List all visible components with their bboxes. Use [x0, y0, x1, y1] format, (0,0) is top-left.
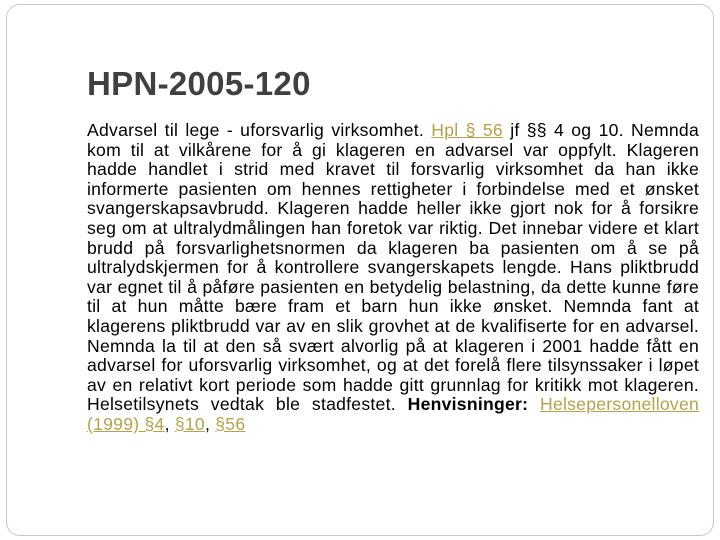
- case-summary-paragraph: [87, 121, 699, 435]
- section-10-link[interactable]: §10: [174, 413, 205, 434]
- separator-1: ,: [164, 413, 175, 434]
- slide-title: HPN-2005-120: [87, 65, 311, 102]
- main-text: jf §§ 4 og 10. Nemnda kom til at vilkårene for å gi klageren en advarsel var oppfylt. Klageren hadde handlet i strid med kravet til forsvarlig virksomhet da han ikke informerte pasienten om hennes rettigheter i forbindelse med et ønsket svangerskapsavbrudd. Klageren hadde heller ikke gjort nok for å forsikre seg om at ultralydmålingen han foretok var riktig. Det innebar videre et klart brudd på forsvarlighetsnormen da klageren ba pasienten om å se på ultralydskjermen for å kontrollere svangerskapets lengde. Hans pliktbrudd var egnet til å påføre pasienten en betydelig belastning, da dette kunne føre til at hun måtte bære fram et barn hun ikke ønsket. Nemnda fant at klagerens pliktbrudd var av en slik grovhet at de kvalifiserte for en advarsel. Nemnda la til at den så svært alvorlig på at klageren i 2001 hadde fått en advarsel for uforsvarlig virksomhet, og at det forelå flere tilsynssaker i løpet av en relativt kort periode som hadde gitt grunnlag for kritikk mot klageren. Helsetilsynets vedtak ble stadfestet.: [87, 120, 700, 415]
- helsepersonelloven-link[interactable]: Helsepersonelloven (1999) §4: [87, 394, 700, 434]
- hpl-56-link[interactable]: Hpl § 56: [431, 120, 503, 140]
- slide-frame: [6, 4, 714, 536]
- separator-2: ,: [204, 413, 216, 434]
- references-label: Henvisninger:: [407, 394, 529, 415]
- intro-text: Advarsel til lege - uforsvarlig virksomhet.: [87, 120, 432, 140]
- section-56-link[interactable]: §56: [215, 413, 246, 434]
